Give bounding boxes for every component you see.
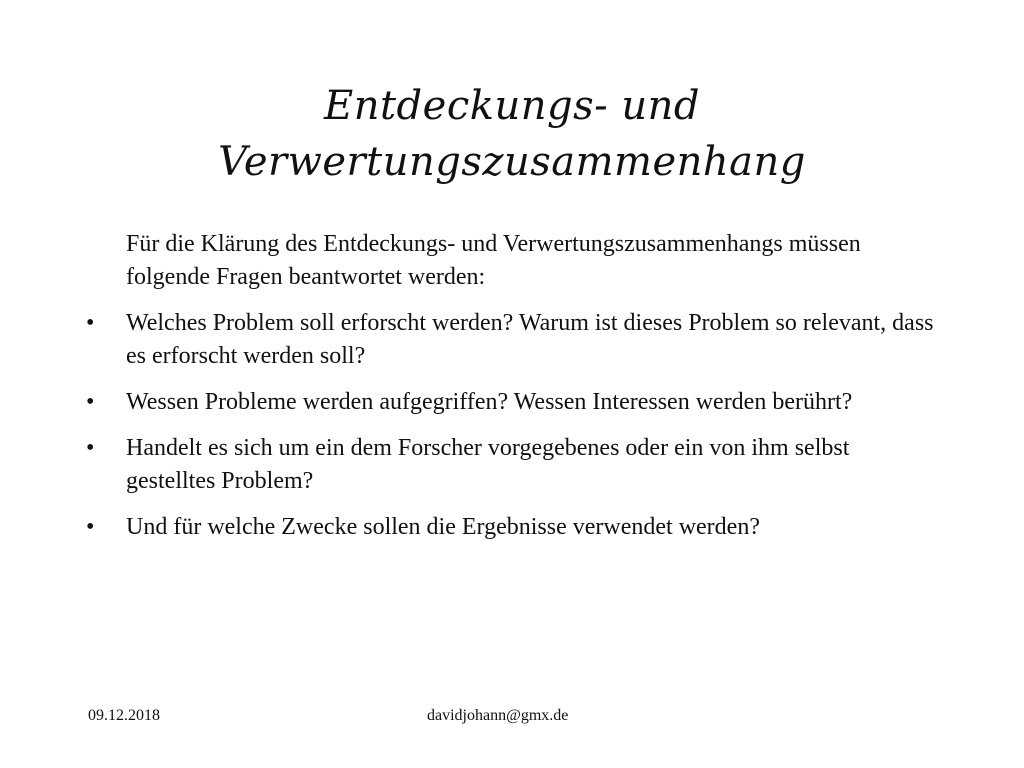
bullet-icon: • bbox=[86, 389, 95, 415]
bullet-icon: • bbox=[86, 310, 95, 336]
bullet-item bbox=[82, 386, 942, 419]
bullet-text: Wessen Probleme werden aufgegriffen? Wessen Interessen werden berührt? bbox=[126, 389, 853, 415]
bullet-icon: • bbox=[86, 514, 95, 540]
bullet-text: Handelt es sich um ein dem Forscher vorgegebenes oder ein von ihm selbst gestelltes Problem? bbox=[126, 435, 850, 494]
bullet-item bbox=[82, 511, 942, 544]
slide-title-line-2: Verwertungszusammenhang bbox=[218, 139, 806, 185]
footer-date: 09.12.2018 bbox=[88, 707, 160, 724]
intro-paragraph: Für die Klärung des Entdeckungs- und Verwertungszusammenhangs müssen folgende Fragen beantwortet werden: bbox=[126, 231, 861, 290]
bullet-item bbox=[82, 432, 942, 498]
slide-title bbox=[0, 78, 1024, 190]
bullet-item bbox=[82, 307, 942, 373]
slide-title-line-1: Entdeckungs- und bbox=[324, 83, 700, 129]
slide-body bbox=[82, 228, 942, 557]
bullet-icon: • bbox=[86, 435, 95, 461]
bullet-text: Und für welche Zwecke sollen die Ergebnisse verwendet werden? bbox=[126, 514, 760, 540]
bullet-text: Welches Problem soll erforscht werden? Warum ist dieses Problem so relevant, dass es erforscht werden soll? bbox=[126, 310, 934, 369]
footer-email: davidjohann@gmx.de bbox=[427, 707, 569, 724]
